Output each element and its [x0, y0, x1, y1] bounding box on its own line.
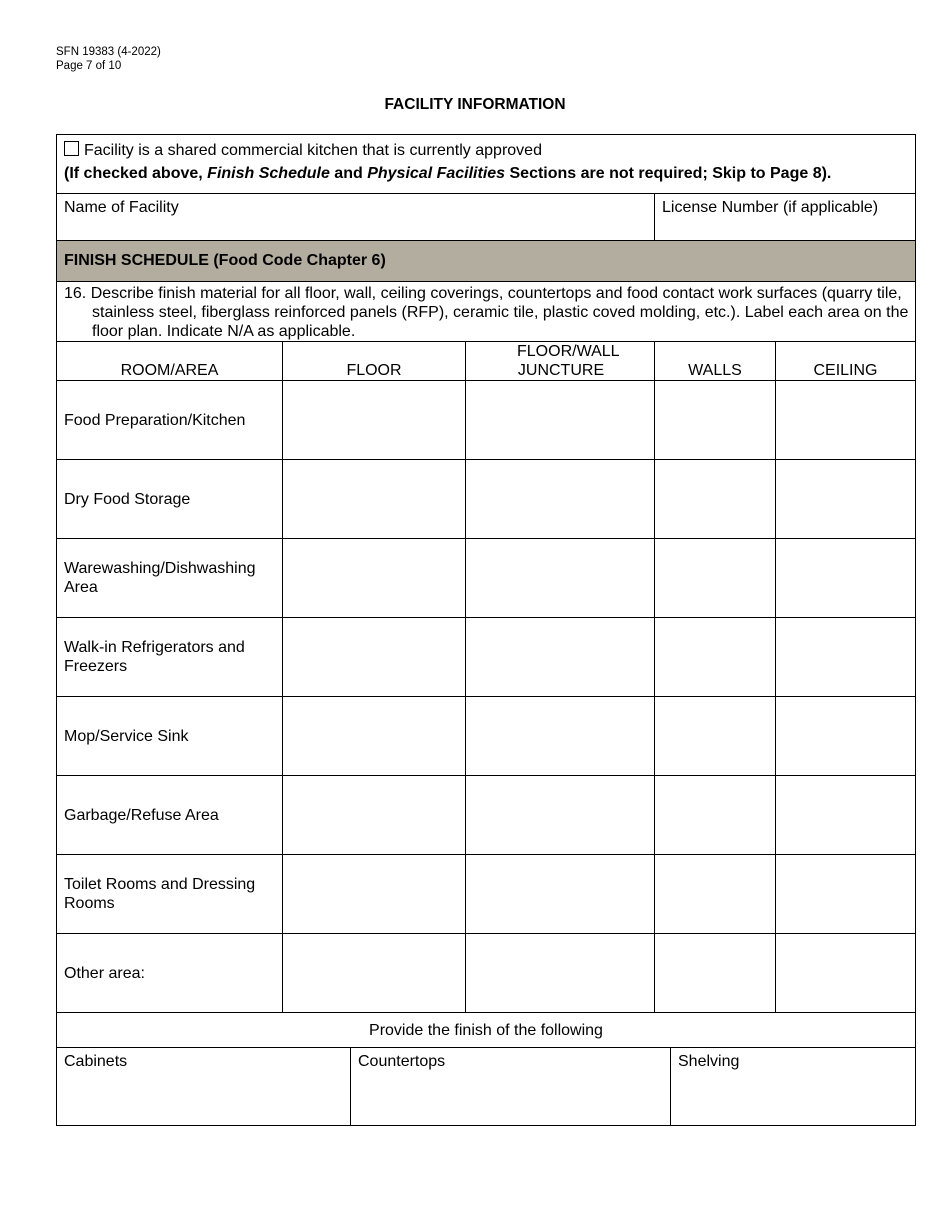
finish-schedule-header [57, 240, 915, 281]
floor-cell[interactable] [283, 697, 465, 776]
form-number: SFN 19383 (4-2022) [56, 46, 161, 58]
room-area-label: Mop/Service Sink [64, 727, 189, 745]
col-room-area: ROOM/AREA [120, 362, 219, 379]
walls-cell[interactable] [655, 539, 775, 618]
shelving-field[interactable] [671, 1048, 915, 1127]
col-floor-wall-juncture: FLOOR/WALL JUNCTURE [517, 343, 620, 379]
shared-kitchen-checkbox[interactable] [64, 141, 79, 156]
ceiling-cell[interactable] [776, 934, 915, 1013]
license-number-field[interactable] [662, 199, 878, 217]
divider [654, 194, 655, 240]
room-area-label: Dry Food Storage [64, 490, 191, 508]
table-row [57, 538, 915, 617]
instruction-text: 16. Describe finish material for all floor, wall, ceiling coverings, countertops and food contact work surfaces (quarry tile, stainless steel, fiberglass reinforced panels (RFP), ceramic tile, plastic coved molding, etc.). Label each area on the floor plan. Indicate N/A as applicable. [64, 285, 909, 340]
floor-cell[interactable] [283, 934, 465, 1013]
ceiling-cell[interactable] [776, 618, 915, 697]
col-ceiling: CEILING [813, 362, 878, 379]
room-area-label: Garbage/Refuse Area [64, 806, 219, 824]
col-floor: FLOOR [346, 362, 402, 379]
countertops-label: Countertops [358, 1053, 446, 1070]
shelving-label: Shelving [678, 1053, 740, 1070]
juncture-cell[interactable] [466, 697, 654, 776]
juncture-cell[interactable] [466, 460, 654, 539]
juncture-cell[interactable] [466, 855, 654, 934]
license-number-label: License Number (if applicable) [662, 199, 879, 216]
shared-kitchen-option[interactable] [64, 141, 542, 160]
ceiling-cell[interactable] [776, 460, 915, 539]
facility-form [56, 134, 916, 1126]
shared-kitchen-row [57, 135, 915, 193]
table-row [57, 775, 915, 854]
section-title: FINISH SCHEDULE (Food Code Chapter 6) [64, 252, 386, 269]
walls-cell[interactable] [655, 381, 775, 460]
walls-cell[interactable] [655, 934, 775, 1013]
walls-cell[interactable] [655, 460, 775, 539]
table-row [57, 459, 915, 538]
floor-cell[interactable] [283, 855, 465, 934]
page-info: Page 7 of 10 [56, 60, 122, 72]
floor-cell[interactable] [283, 618, 465, 697]
ceiling-cell[interactable] [776, 855, 915, 934]
facility-name-field[interactable] [64, 199, 179, 217]
floor-cell[interactable] [283, 539, 465, 618]
provide-finish-label: Provide the finish of the following [369, 1022, 603, 1039]
walls-cell[interactable] [655, 855, 775, 934]
skip-note: (If checked above, Finish Schedule and Physical Facilities Sections are not required; Skip to Page 8). [64, 165, 832, 182]
countertops-field[interactable] [351, 1048, 670, 1127]
shared-kitchen-label: Facility is a shared commercial kitchen that is currently approved [84, 142, 542, 159]
juncture-cell[interactable] [466, 934, 654, 1013]
table-row [57, 854, 915, 933]
instruction-row [57, 281, 915, 341]
floor-cell[interactable] [283, 381, 465, 460]
juncture-cell[interactable] [466, 776, 654, 855]
cabinets-label: Cabinets [64, 1053, 128, 1070]
facility-name-row [57, 193, 915, 240]
room-area-label: Walk-in Refrigerators and Freezers [64, 639, 245, 675]
room-area-label: Warewashing/Dishwashing Area [64, 560, 256, 596]
ceiling-cell[interactable] [776, 381, 915, 460]
table-row [57, 617, 915, 696]
table-row [57, 380, 915, 459]
ceiling-cell[interactable] [776, 776, 915, 855]
ceiling-cell[interactable] [776, 697, 915, 776]
floor-cell[interactable] [283, 776, 465, 855]
form-header [56, 45, 161, 73]
walls-cell[interactable] [655, 697, 775, 776]
provide-finish-row [57, 1012, 915, 1047]
room-area-label: Toilet Rooms and Dressing Rooms [64, 876, 256, 912]
table-row [57, 696, 915, 775]
page-title: FACILITY INFORMATION [384, 96, 566, 113]
column-header-row [57, 341, 915, 380]
col-walls: WALLS [688, 362, 742, 379]
floor-cell[interactable] [283, 460, 465, 539]
room-area-label: Other area: [64, 964, 145, 982]
walls-cell[interactable] [655, 776, 775, 855]
room-area-label: Food Preparation/Kitchen [64, 411, 246, 429]
juncture-cell[interactable] [466, 539, 654, 618]
table-row [57, 933, 915, 1012]
cabinets-field[interactable] [57, 1048, 350, 1127]
juncture-cell[interactable] [466, 618, 654, 697]
divider [465, 342, 466, 380]
ceiling-cell[interactable] [776, 539, 915, 618]
juncture-cell[interactable] [466, 381, 654, 460]
walls-cell[interactable] [655, 618, 775, 697]
facility-name-label: Name of Facility [64, 199, 179, 216]
surfaces-row [57, 1047, 915, 1126]
